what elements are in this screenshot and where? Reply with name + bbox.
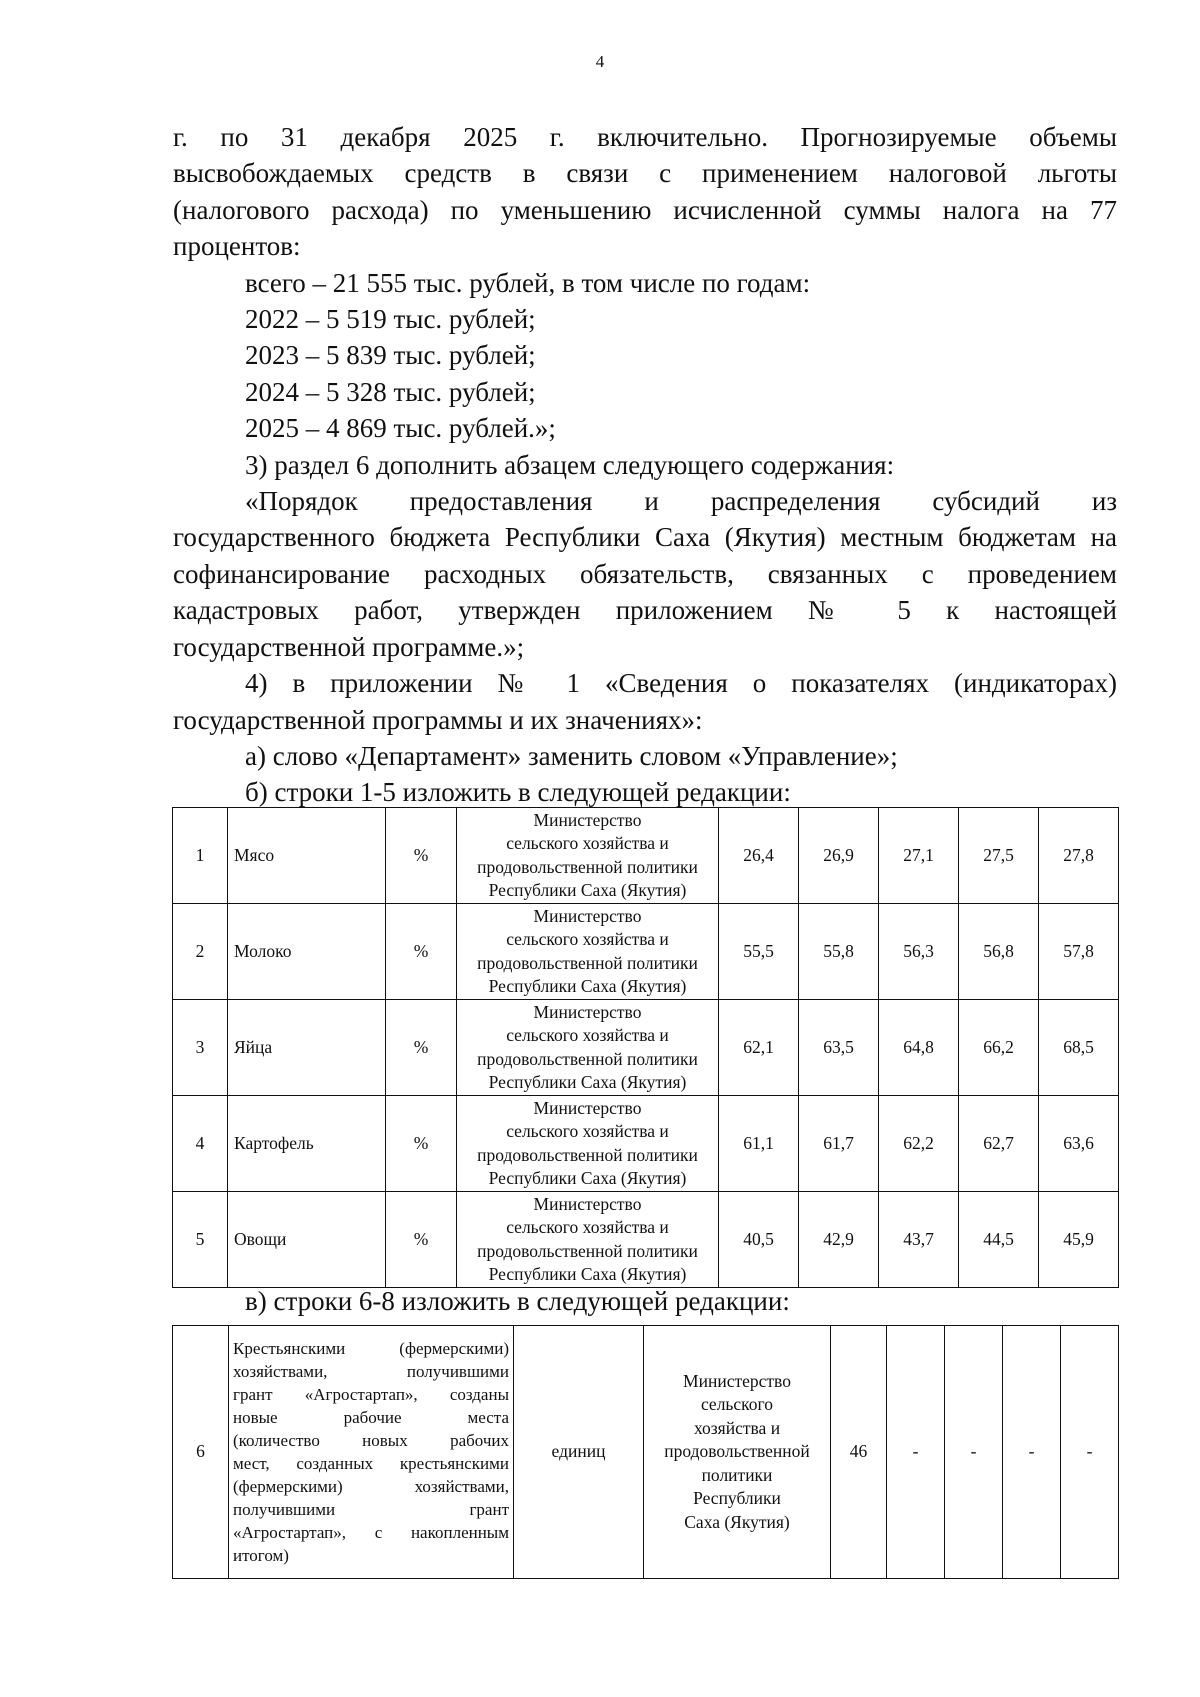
paragraph-line: процентов:	[173, 231, 301, 262]
value-cell: 62,7	[959, 1096, 1039, 1192]
quote-line: софинансирование расходных обязательств, связанных с проведением	[173, 558, 1117, 589]
page-number: 4	[595, 52, 605, 71]
row-number: 1	[173, 808, 228, 904]
row-number: 5	[173, 1192, 228, 1288]
value-cell: 61,1	[719, 1096, 799, 1192]
indicators-table-rows-1-5	[172, 807, 1119, 1288]
value-cell: 55,5	[719, 904, 799, 1000]
unit: %	[386, 904, 457, 1000]
year-2023-line: 2023 – 5 839 тыс. рублей;	[245, 340, 536, 371]
total-line: всего – 21 555 тыс. рублей, в том числе по годам:	[245, 267, 811, 298]
paragraph-line: г. по 31 декабря 2025 г. включительно. Прогнозируемые объемы	[173, 122, 1117, 152]
indicator-name: Яйца	[228, 1000, 386, 1096]
value-cell: 42,9	[799, 1192, 879, 1288]
unit: единиц	[514, 1326, 644, 1579]
indicator-name: Молоко	[228, 904, 386, 1000]
value-cell: 68,5	[1039, 1000, 1119, 1096]
item-4-line: 4) в приложении № 1 «Сведения о показателях (индикаторах)	[245, 668, 1117, 699]
indicator-name: Мясо	[228, 808, 386, 904]
value-cell: 56,3	[879, 904, 959, 1000]
value-cell: 44,5	[959, 1192, 1039, 1288]
value-cell: 63,5	[799, 1000, 879, 1096]
paragraph-line: высвобождаемых средств в связи с применением налоговой льготы	[173, 158, 1117, 189]
indicator-name: Картофель	[228, 1096, 386, 1192]
value-cell: 45,9	[1039, 1192, 1119, 1288]
row-number: 4	[173, 1096, 228, 1192]
body-text	[173, 119, 1117, 811]
value-cell: 66,2	[959, 1000, 1039, 1096]
table-row	[173, 1192, 1119, 1288]
value-cell: 40,5	[719, 1192, 799, 1288]
value-cell: 62,2	[879, 1096, 959, 1192]
value-cell: 63,6	[1039, 1096, 1119, 1192]
responsible-org: Министерство сельского хозяйства и продовольственной политики Республики Саха (Якутия)	[457, 1192, 719, 1288]
unit: %	[386, 1000, 457, 1096]
row-number: 3	[173, 1000, 228, 1096]
value-cell: 64,8	[879, 1000, 959, 1096]
value-cell: 26,9	[799, 808, 879, 904]
row-number: 6	[173, 1326, 229, 1579]
value-cell: 46	[831, 1326, 887, 1579]
indicator-name: Крестьянскими (фермерскими) хозяйствами, получившими грант «Агростартап», созданы новые рабочие места (количество новых рабочих мест, созданных крестьянскими (фермерскими) хозяйствами, получившими грант «Агростартап», с накопленным итогом)	[229, 1326, 514, 1579]
paragraph-line: (налогового расхода) по уменьшению исчисленной суммы налога на 77	[173, 194, 1117, 225]
year-2024-line: 2024 – 5 328 тыс. рублей;	[245, 376, 536, 407]
indicator-name: Овощи	[228, 1192, 386, 1288]
item-v: в) строки 6-8 изложить в следующей редакции:	[245, 1286, 790, 1316]
value-cell: 57,8	[1039, 904, 1119, 1000]
value-cell: -	[887, 1326, 945, 1579]
value-cell: 55,8	[799, 904, 879, 1000]
value-cell: 26,4	[719, 808, 799, 904]
item-a: а) слово «Департамент» заменить словом «Управление»;	[245, 740, 898, 771]
value-cell: -	[1061, 1326, 1119, 1579]
table-row	[173, 1000, 1119, 1096]
value-cell: 61,7	[799, 1096, 879, 1192]
table-row	[173, 1096, 1119, 1192]
item-b: б) строки 1-5 изложить в следующей редакции:	[245, 777, 791, 808]
table-row	[173, 808, 1119, 904]
quote-line: государственного бюджета Республики Саха (Якутия) местным бюджетам на	[173, 522, 1117, 553]
unit: %	[386, 1096, 457, 1192]
unit: %	[386, 808, 457, 904]
indicators-table-rows-6-8	[172, 1325, 1119, 1579]
value-cell: 62,1	[719, 1000, 799, 1096]
item-3: 3) раздел 6 дополнить абзацем следующего содержания:	[245, 449, 895, 480]
year-2022-line: 2022 – 5 519 тыс. рублей;	[245, 304, 536, 335]
table-row	[173, 904, 1119, 1000]
responsible-org: Министерство сельского хозяйства и продовольственной политики Республики Саха (Якутия)	[457, 1000, 719, 1096]
value-cell: 27,1	[879, 808, 959, 904]
row-number: 2	[173, 904, 228, 1000]
quote-line: государственной программе.»;	[173, 631, 525, 662]
value-cell: 27,8	[1039, 808, 1119, 904]
year-2025-line: 2025 – 4 869 тыс. рублей.»;	[245, 413, 556, 444]
quote-line: «Порядок предоставления и распределения субсидий из	[245, 486, 1117, 517]
value-cell: -	[945, 1326, 1003, 1579]
responsible-org: Министерство сельского хозяйства и продовольственной политики Республики Саха (Якутия)	[457, 1096, 719, 1192]
item-4-line: государственной программы и их значениях»:	[173, 704, 703, 735]
value-cell: 27,5	[959, 808, 1039, 904]
value-cell: -	[1003, 1326, 1061, 1579]
responsible-org: Министерство сельского хозяйства и продовольственной политики Республики Саха (Якутия)	[457, 904, 719, 1000]
table-row	[173, 1326, 1119, 1579]
quote-line: кадастровых работ, утвержден приложением № 5 к настоящей	[173, 595, 1117, 626]
value-cell: 43,7	[879, 1192, 959, 1288]
responsible-org: Министерство сельского хозяйства и продовольственной политики Республики Саха (Якутия)	[457, 808, 719, 904]
unit: %	[386, 1192, 457, 1288]
value-cell: 56,8	[959, 904, 1039, 1000]
responsible-org: Министерство сельского хозяйства и продовольственной политики Республики Саха (Якутия)	[644, 1326, 831, 1579]
